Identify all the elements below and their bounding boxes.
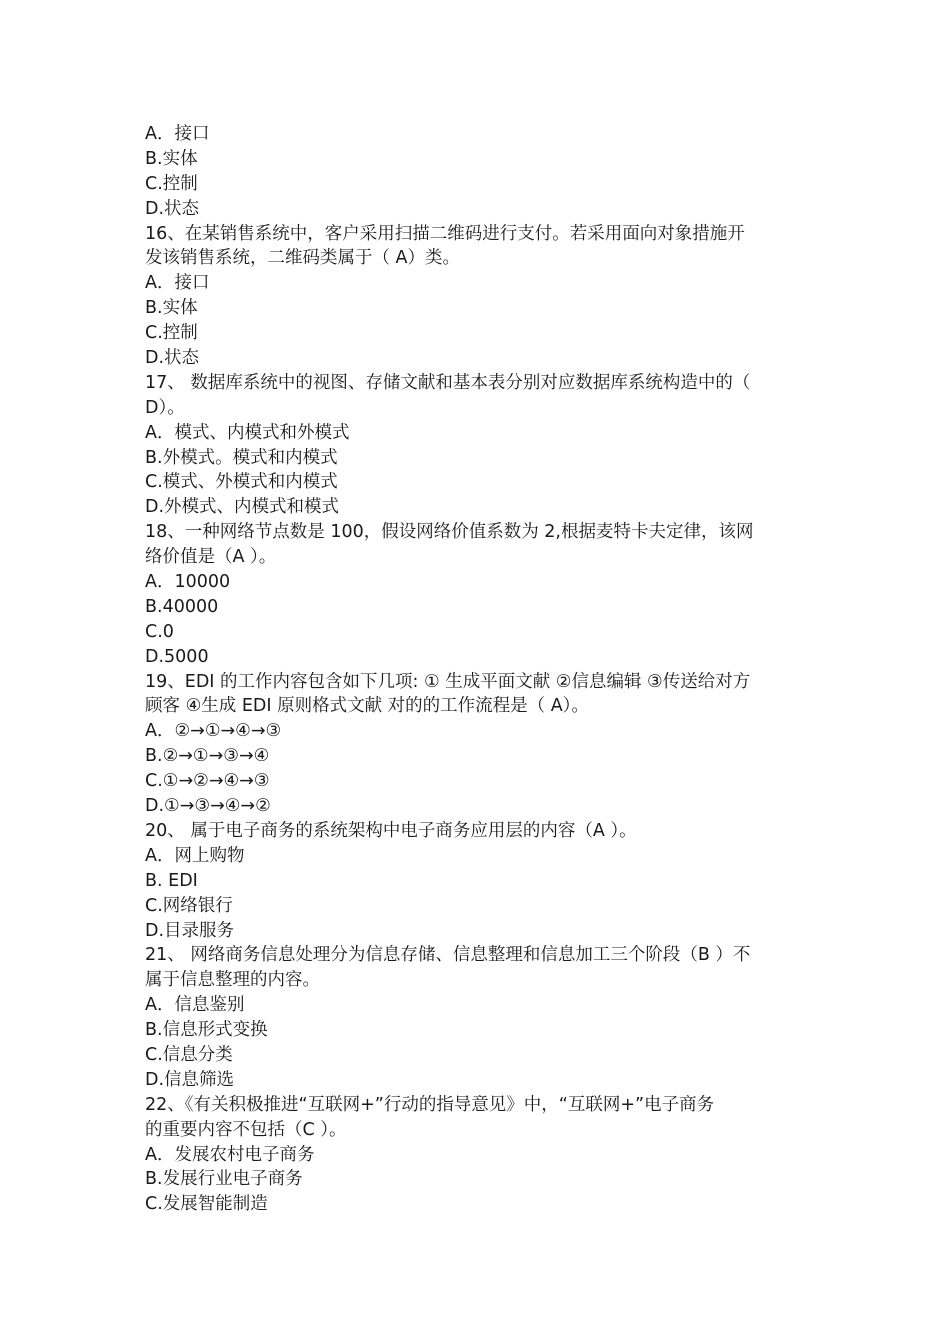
text-line: 16、在某销售系统中，客户采用扫描二维码进行支付。若采用面向对象措施开: [145, 223, 745, 244]
text-line: 22、《有关积极推进“互联网+”行动的指导意见》中，“互联网+”电子商务: [145, 1094, 715, 1115]
text-line: B. EDI: [145, 870, 198, 891]
text-line: C.信息分类: [145, 1044, 233, 1065]
text-line: A．接口: [145, 273, 210, 294]
text-line: 的重要内容不包括（C ）。: [145, 1119, 347, 1140]
text-line: 顾客 ④生成 EDI 原则格式文献 对的的工作流程是（ A）。: [145, 696, 589, 717]
text-line: C.①→②→④→③: [145, 771, 270, 792]
text-line: D.5000: [145, 646, 209, 667]
text-line: 19、EDI 的工作内容包含如下几项: ① 生成平面文献 ②信息编辑 ③传送给对方: [145, 671, 751, 692]
text-line: B.外模式。模式和内模式: [145, 447, 338, 468]
text-line: D.状态: [145, 198, 200, 219]
text-line: 18、一种网络节点数是 100，假设网络价值系数为 2,根据麦特卡夫定律，该网: [145, 522, 754, 543]
text-line: C.发展智能制造: [145, 1194, 268, 1215]
text-line: D）。: [145, 397, 185, 418]
text-line: B.发展行业电子商务: [145, 1169, 303, 1190]
text-line: D.信息筛选: [145, 1069, 235, 1090]
text-line: 络价值是（A ）。: [145, 547, 277, 568]
text-line: A．②→①→④→③: [145, 721, 282, 742]
text-line: B.40000: [145, 596, 219, 617]
text-line: A．信息鉴别: [145, 995, 245, 1016]
text-line: B.信息形式变换: [145, 1020, 268, 1041]
text-line: B.实体: [145, 298, 198, 319]
text-line: 发该销售系统，二维码类属于（ A）类。: [145, 248, 461, 269]
text-line: C.网络银行: [145, 895, 233, 916]
text-line: D.状态: [145, 348, 200, 369]
text-line: A．发展农村电子商务: [145, 1144, 315, 1165]
text-line: A．网上购物: [145, 845, 245, 866]
text-line: C.控制: [145, 323, 198, 344]
text-line: D.目录服务: [145, 920, 235, 941]
text-line: B.实体: [145, 148, 198, 169]
text-line: A．10000: [145, 572, 231, 593]
text-line: B.②→①→③→④: [145, 746, 270, 767]
text-line: C.0: [145, 621, 174, 642]
document-body: [145, 122, 810, 1217]
text-line: 21、 网络商务信息处理分为信息存储、信息整理和信息加工三个阶段（B ）不: [145, 945, 751, 966]
text-line: 20、 属于电子商务的系统架构中电子商务应用层的内容（A ）。: [145, 820, 637, 841]
text-line: C.控制: [145, 173, 198, 194]
text-line: D.①→③→④→②: [145, 796, 271, 817]
text-line: D.外模式、内模式和模式: [145, 497, 340, 518]
text-line: 17、 数据库系统中的视图、存储文献和基本表分别对应数据库系统构造中的（: [145, 372, 751, 393]
text-line: A．接口: [145, 124, 210, 144]
text-line: A．模式、内模式和外模式: [145, 422, 350, 443]
text-line: 属于信息整理的内容。: [145, 970, 320, 991]
text-line: C.模式、外模式和内模式: [145, 472, 338, 493]
